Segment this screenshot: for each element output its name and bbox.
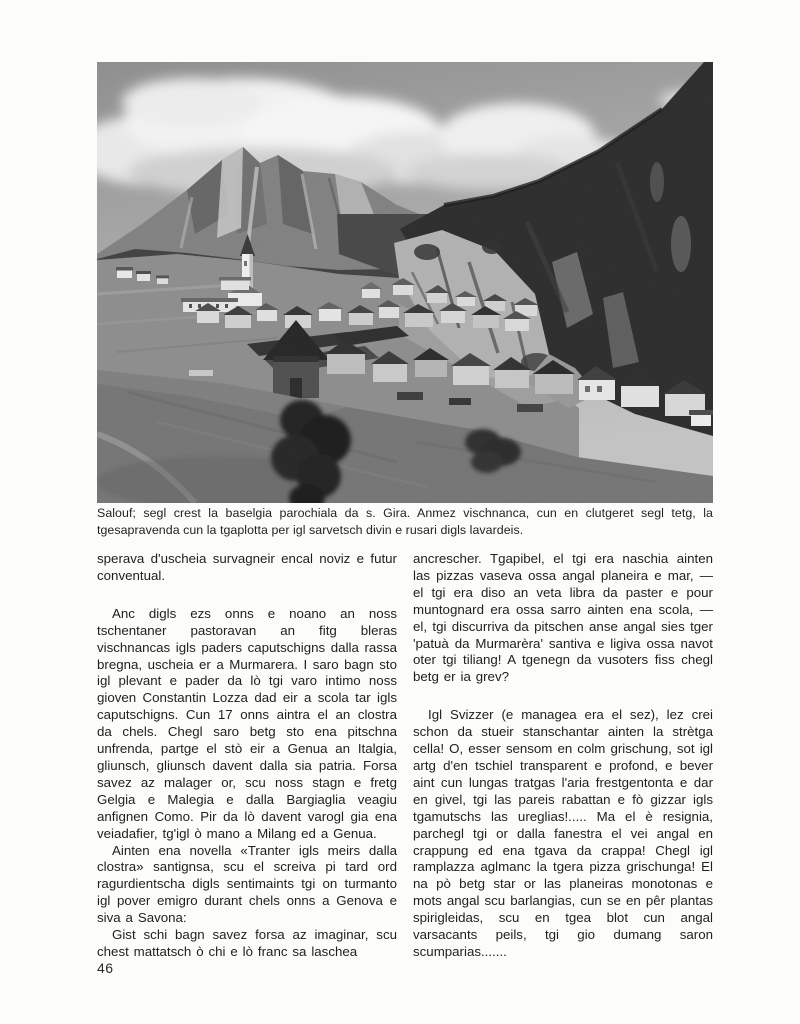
paragraph-right-1: ancrescher. Tgapibel, el tgi era naschia ainten las pizzas vaseva ossa angal planeira e mar, — el tgi era diso an veta libra da paster e pour muntognard era ossa sarro ainten ena scola, — el, tgi discurriva da pitschen anse angal sies tger 'patuà da Murmarèra' santiva e ligiva ossa navot oter tgi tiliang! A tgenegn da vusoters fiss chegl betg er ia grev? — [413, 551, 713, 685]
paragraph-left-4: Gist schi bagn savez forsa az imaginar, scu chest mattatsch ò chi e lò franc sa laschea — [97, 927, 397, 959]
paragraph-left-2: Anc digls ezs onns e noano an noss tschentaner pastoravan an fitg bleras vischnancas igls paders caputschigns dalla rassa bregna, uscheia er a Murmarera. I saro bagn sto igl plevant e pader da lò tgi varo intimo noss gioven Constantin Lozza dad eir a scola tar igls caputschigns. Cun 17 onns aintra el an clostra da chels. Chegl saro betg sto ena pitschna unfrenda, partge el stò eir a Genua an Italgia, gliunsch, gliunsch davent dalla sia patria. Forsa savez az malager or, scu noss stagn e fretg Gelgia e Malegia e dalla Bargiaglia veagiu anfignen Como. Pir da lò davent varogl gia ena veiadafier, tg'igl ò mano a Milang ed a Genua. — [97, 605, 397, 841]
paragraph-left-1: sperava d'uscheia survagneir encal noviz e futur conventual. — [97, 551, 397, 583]
photo-caption: Salouf; segl crest la baselgia parochiala da s. Gira. Anmez vischnanca, cun en clutgeret segl tetg, la tgesapravenda cun la tgaplotta per igl sarvetsch divin e rusari digls lavardeis. — [97, 506, 713, 537]
page-number: 46 — [97, 960, 114, 976]
text-columns — [97, 551, 713, 961]
text-column-left — [97, 551, 397, 961]
photo-salouf-village — [97, 62, 713, 503]
paragraph-left-3: Ainten ena novella «Tranter igls meirs dalla clostra» santignsa, scu el screiva pi tard ord ragurdientscha digls sentimaints tgi on turmanto igl pover emigro durant chels onns a Genova e siva a Savona: — [97, 842, 397, 926]
film-grain-overlay — [97, 62, 713, 503]
text-column-right — [413, 551, 713, 961]
paragraph-right-2: Igl Svizzer (e managea era el sez), lez crei schon da stueir stanschantar ainten la strètga cella! O, esser sensom en colm grischung, sot igl artg d'en tschiel transparent e profond, e bever aint cun lungas tratgas l'aria frestgentonta e dar en givel, tgi las pareis rabattan e fò gizzar igls tgamutschs las ureglias!..... Ma el è resignia, parchegl tgi or dalla fanestra el vei angal en crappung ed ena tgava da crappa! Chegl igl ramplazza aglmanc la tgera pizza grischunga! El na pò betg star or las planeiras monotonas e mots angal scu barlangias, cun se en pêr plantas spirigleidas, scu en tgea blot cun angal varsacants peils, tgi gio dumang saron scumparias....... — [413, 707, 713, 959]
photo-figure — [97, 62, 713, 503]
